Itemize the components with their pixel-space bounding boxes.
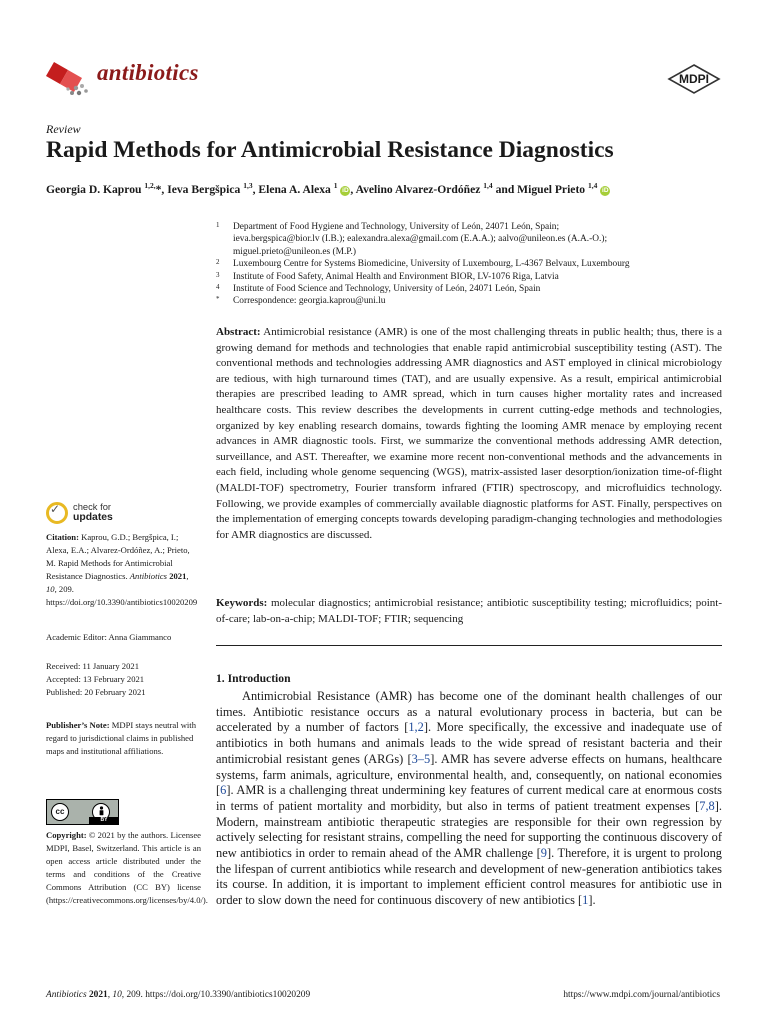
affiliation-line: Institute of Food Science and Technology, University of León, 24071 León, Spain	[233, 284, 541, 295]
paragraph-text: ]. AMR has severe adverse effects on humans, healthcare systems, farm animals, agriculture, environmental health, and, consequently, on national economies [	[216, 751, 722, 798]
author-affiliation-sup: 1,3	[243, 181, 253, 190]
affiliation-line: miguel.prieto@unileon.es (M.P.)	[233, 246, 356, 257]
article-title: Rapid Methods for Antimicrobial Resistance Diagnostics	[46, 137, 614, 163]
footer-doi[interactable]: , 209. https://doi.org/10.3390/antibiotics10020209	[121, 990, 311, 1000]
affiliation-line: Luxembourg Centre for Systems Biomedicine, University of Luxembourg, L-4367 Belvaux, Luxembourg	[233, 259, 630, 270]
accepted-date: Accepted: 13 February 2021	[46, 674, 145, 685]
published-date: Published: 20 February 2021	[46, 687, 146, 698]
cc-icon: cc	[51, 803, 69, 821]
svg-text:MDPI: MDPI	[679, 72, 709, 86]
citation-year: 2021	[169, 571, 187, 582]
copyright-text: © 2021 by the authors. Licensee MDPI, Basel, Switzerland. This article is an open access article distributed under the terms and conditions of the Creative Commons Attribution (CC BY) license (https://creativecommons.org/licenses/by/4.0/).	[46, 830, 208, 906]
checkmark-icon: ✓	[50, 502, 61, 516]
check-updates-line1: check for	[73, 501, 112, 512]
affiliation-item	[216, 221, 726, 258]
footer-year: 2021	[88, 990, 108, 1000]
author-name: Miguel Prieto	[517, 182, 588, 196]
footer-journal: Antibiotics	[46, 990, 87, 1000]
copyright-label: Copyright:	[46, 830, 87, 840]
corresponding-author-mark: *	[155, 182, 162, 196]
footer-journal-url[interactable]: https://www.mdpi.com/journal/antibiotics	[563, 990, 720, 1000]
orcid-icon[interactable]: iD	[602, 186, 609, 194]
affiliation-number: 1	[216, 221, 220, 229]
author[interactable]	[356, 183, 493, 196]
mdpi-logo-icon[interactable]	[667, 64, 721, 94]
affiliation-item	[216, 258, 726, 270]
paragraph-text: ]. AMR is a challenging threat undermining key features of current medical care at enormous costs in terms of patient mortality and morbidity, but also in terms of patient treatment expenses [	[216, 783, 722, 813]
academic-editor: Academic Editor: Anna Giammanco	[46, 632, 172, 642]
article-type: Review	[46, 122, 81, 136]
abstract-label: Abstract:	[216, 326, 261, 338]
dates-block	[46, 660, 201, 699]
paragraph-text: ]. Modern, mainstream antibiotic therapeutic strategies are responsible for their own regression by actively selecting for resistant strains, compelling the need for supporting the continuous discovery of new antibiotics in order to remain ahead of the AMR challenge [	[216, 798, 722, 861]
check-updates-line2: updates	[73, 511, 113, 523]
reference-link[interactable]: 6	[220, 783, 227, 798]
paragraph-text: ]. More specifically, the excessive and inadequate use of antibiotics in both humans and animals leads to the wide spread of resistant bacteria and their antimicrobial resistant genes (ARGs) [	[216, 720, 722, 766]
by-label: BY	[89, 817, 119, 824]
affiliation-line: ieva.bergspica@bior.lv (I.B.); ealexandra.alexa@gmail.com (E.A.A.); aalvo@unileon.es (A.A.-O.);	[233, 234, 608, 245]
author-affiliation-sup: 1,2,	[144, 181, 156, 190]
citation-journal: Antibiotics	[129, 571, 168, 582]
journal-name[interactable]: antibiotics	[97, 60, 199, 85]
citation-label: Citation:	[46, 532, 79, 542]
affiliation-line: Department of Food Hygiene and Technology, University of León, 24071 León, Spain;	[233, 222, 560, 232]
abstract-text: Antimicrobial resistance (AMR) is one of the most challenging threats in public health; thus, there is a growing demand for methods and technologies that enable rapid antimicrobial susceptibility testing (AST). The conventional methods and technologies addressing AMR diagnostics and AST employed in clinical microbiology are tedious, with high turnaround times (TAT), and are usually expensive. As a result, empirical antimicrobial therapies are prescribed leading to AMR spread, which in turn causes higher mortality rates and increased healthcare costs. This review describes the developments in current cutting-edge methods and technologies, organized by key enabling research domains, towards fighting the looming AMR menace by employing recent advances in AMR diagnostic tools. First, we summarize the conventional methods addressing AMR detection, surveillance, and AST. Thereafter, we examine more recent non-conventional methods and the advancements in each field, including whole genome sequencing (WGS), matrix-assisted laser desorption/ionization time-of-flight (MALDI-TOF) spectrometry, Fourier transform infrared (FTIR) spectroscopy, and microfluidics technology. Following, we provide examples of commercially available diagnostic platforms for AST. Finally, perspectives on the implementation of emerging concepts towards developing paradigm-changing technologies and methodologies for AMR diagnostics are discussed.	[216, 326, 722, 541]
affiliation-item	[216, 295, 726, 307]
affiliation-line: Institute of Food Safety, Animal Health and Environment BIOR, LV-1076 Riga, Latvia	[233, 271, 559, 282]
affiliation-item	[216, 271, 726, 283]
copyright-block	[46, 829, 208, 908]
section-divider	[216, 645, 722, 646]
author-affiliation-sup: 1,4	[483, 181, 493, 190]
reference-link[interactable]: 3–5	[411, 751, 431, 766]
paragraph-text: Antimicrobial Resistance (AMR) has become one of the dominant health challenges of our times. Antibiotic resistance occurs as a natural evolutionary process in bacteria, but can be accelerated by a number of factors [	[216, 689, 722, 735]
reference-link[interactable]: 9	[540, 846, 547, 861]
received-date: Received: 11 January 2021	[46, 661, 139, 671]
author[interactable]	[167, 183, 252, 196]
citation-doi[interactable]: , 209. https://doi.org/10.3390/antibiotics10020209	[46, 584, 198, 608]
publisher-note	[46, 719, 201, 758]
author[interactable]	[258, 183, 350, 196]
orcid-icon[interactable]: iD	[342, 186, 349, 194]
keywords-text: molecular diagnostics; antimicrobial resistance; antibiotic susceptibility testing; microfluidics; point-of-care; lab-on-a-chip; MALDI-TOF; FTIR; sequencing	[216, 597, 722, 625]
author-name: Elena A. Alexa	[258, 182, 334, 196]
publisher-note-text: MDPI stays neutral with regard to jurisdictional claims in published maps and institutional affiliations.	[46, 720, 196, 757]
footer-citation: Antibiotics 2021, 10, 209. https://doi.org/10.3390/antibiotics10020209	[46, 990, 311, 1000]
author-list: Georgia D. Kaprou $^{1,2,}$*, Ieva Bergšpica $^{1,3}$, Elena A. Alexa $^1$ iD , Avelino Alvarez-Ordóñez $^{1,4}$ and Miguel Prieto $^{1,4}$ iD	[46, 181, 609, 196]
author-affiliation-sup: 1	[333, 181, 338, 190]
reference-link[interactable]: 7,8	[699, 798, 715, 813]
affiliation-number: 2	[216, 258, 220, 267]
reference-link[interactable]: 1	[582, 893, 589, 908]
check-for-updates-badge[interactable]	[46, 500, 146, 528]
affiliation-number: 3	[216, 270, 220, 279]
abstract	[216, 325, 722, 543]
journal-logo-icon	[46, 58, 92, 98]
keywords	[216, 596, 722, 627]
keywords-label: Keywords:	[216, 597, 268, 609]
author-name: Ieva Bergšpica	[167, 182, 244, 196]
affiliation-number: *	[216, 295, 220, 304]
publisher-note-label: Publisher’s Note:	[46, 720, 110, 730]
author[interactable]	[46, 183, 161, 196]
footer-volume: 10	[112, 990, 122, 1000]
paragraph-text: ]. Therefore, it is urgent to prolong the lifespan of current antibiotics while research and development of new-generation antibiotics takes its course. In addition, it is important to implement efficient control measures for antibiotic use in order to slow down the need for continuous discovery of new antibiotics [	[216, 846, 722, 908]
author[interactable]	[517, 183, 610, 196]
affiliation-number: 4	[216, 283, 220, 292]
section-heading-introduction: 1. Introduction	[216, 672, 291, 685]
affiliation-line: Correspondence: georgia.kaprou@uni.lu	[233, 296, 386, 307]
cc-by-license-badge[interactable]	[46, 799, 119, 825]
author-name: Georgia D. Kaprou	[46, 182, 145, 196]
citation-text: Kaprou, G.D.; Bergšpica, I.; Alexa, E.A.; Alvarez-Ordóñez, A.; Prieto, M. Rapid Methods for Antimicrobial Resistance Diagnostics.	[46, 532, 190, 582]
reference-link[interactable]: 1,2	[408, 720, 424, 735]
author-affiliation-sup: 1,4	[588, 181, 598, 190]
introduction-paragraph	[216, 689, 722, 909]
affiliations	[216, 221, 726, 308]
citation-block: Citation: Kaprou, G.D.; Bergšpica, I.; Alexa, E.A.; Alvarez-Ordóñez, A.; Prieto, M. Rapid Methods for Antimicrobial Resistance Diagnostics. Antibiotics 2021, 10, 209. https://doi.org/10.3390/antibiotics10020209	[46, 532, 198, 608]
paragraph-text: ].	[588, 893, 596, 908]
citation-volume: 10	[46, 584, 55, 595]
author-name: Avelino Alvarez-Ordóñez	[355, 182, 484, 196]
affiliation-item	[216, 283, 726, 295]
